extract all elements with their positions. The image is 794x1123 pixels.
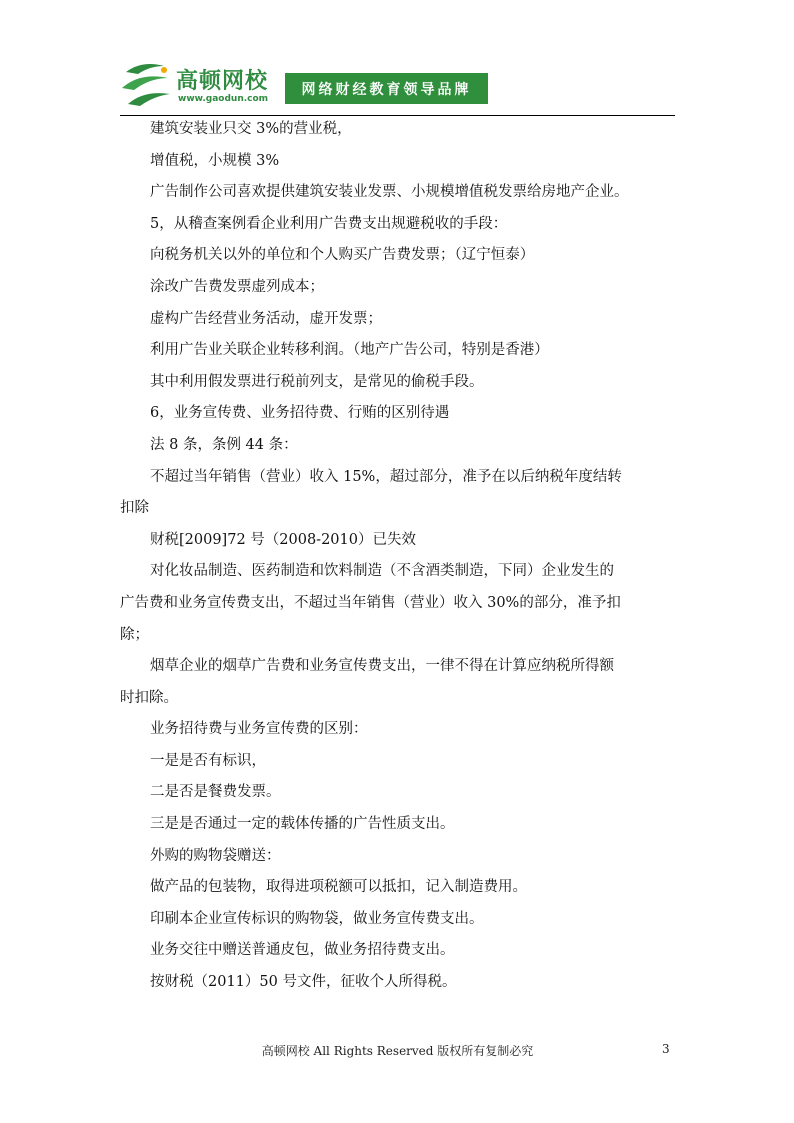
page-header [120,56,675,116]
body-line: 除； [120,626,149,643]
body-line: 6，业务宣传费、业务招待费、行贿的区别待遇 [150,405,450,422]
body-line: 其中利用假发票进行税前列支，是常见的偷税手段。 [150,373,484,390]
body-line: 5，从稽查案例看企业利用广告费支出规避税收的手段： [150,215,508,232]
body-line: 涂改广告费发票虚列成本； [150,278,324,295]
body-line: 增值税，小规模 3% [150,152,280,169]
body-line: 广告费和业务宣传费支出，不超过当年销售（营业）收入 30%的部分，准予扣 [120,594,621,611]
body-line: 虚构广告经营业务活动，虚开发票； [150,310,382,327]
body-line: 向税务机关以外的单位和个人购买广告费发票；（辽宁恒泰） [150,247,535,264]
gaodun-logo [120,58,280,110]
logo-swoosh-icon [120,58,176,110]
body-line: 烟草企业的烟草广告费和业务宣传费支出，一律不得在计算应纳税所得额 [150,658,614,675]
body-line: 三是是否通过一定的载体传播的广告性质支出。 [150,816,455,833]
body-line: 财税[2009]72 号（2008-2010）已失效 [150,531,416,548]
body-line: 利用广告业关联企业转移利润。（地产广告公司，特别是香港） [150,342,549,359]
body-line: 时扣除。 [120,689,178,706]
page-number: 3 [662,1042,670,1056]
body-line: 一是是否有标识， [150,752,266,769]
body-line: 法 8 条，条例 44 条： [150,436,298,453]
body-line: 做产品的包装物，取得进项税额可以抵扣，记入制造费用。 [150,879,527,896]
document-body [120,114,680,999]
body-line: 按财税（2011）50 号文件，征收个人所得税。 [150,974,457,991]
body-line: 广告制作公司喜欢提供建筑安装业发票、小规模增值税发票给房地产企业。 [150,184,629,201]
slogan-banner: 网络财经教育领导品牌 [285,73,488,104]
body-line: 二是否是餐费发票。 [150,784,281,801]
body-line: 建筑安装业只交 3%的营业税， [150,121,352,137]
body-line: 对化妆品制造、医药制造和饮料制造（不含酒类制造，下同）企业发生的 [150,563,614,580]
body-line: 业务招待费与业务宣传费的区别： [150,721,368,738]
logo-name: 高顿网校 [176,69,269,94]
body-line: 不超过当年销售（营业）收入 15%，超过部分，准予在以后纳税年度结转 [150,468,622,485]
body-line: 印刷本企业宣传标识的购物袋，做业务宣传费支出。 [150,910,484,927]
body-line: 外购的购物袋赠送： [150,847,281,864]
logo-url: www.gaodun.com [178,94,269,104]
page-footer: 高顿网校 All Rights Reserved 版权所有复制必究 [261,1044,534,1058]
body-line: 扣除 [120,500,149,517]
body-line: 业务交往中赠送普通皮包，做业务招待费支出。 [150,942,455,959]
